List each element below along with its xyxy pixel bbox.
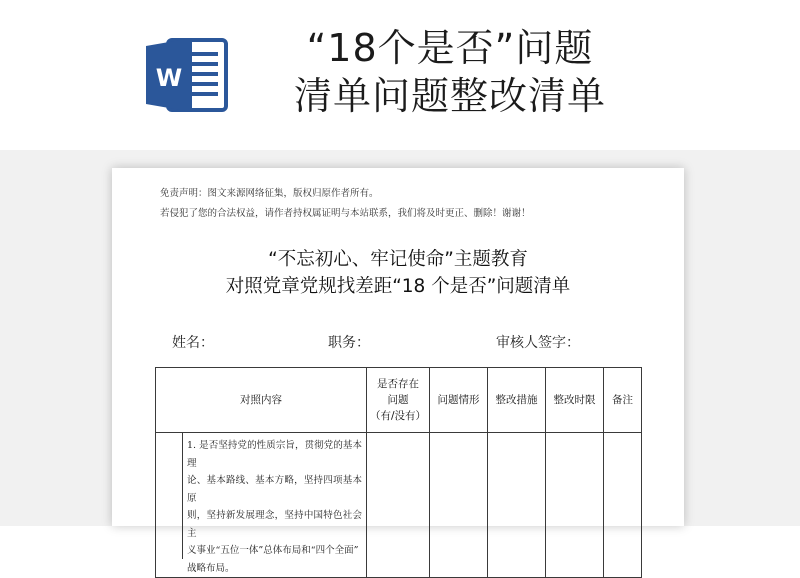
row1-content-cell (156, 433, 367, 578)
disclaimer-line1: 免责声明：图文来源网络征集，版权归原作者所有。 (160, 188, 379, 199)
header-deadline: 整改时限 (546, 368, 604, 433)
header (0, 0, 800, 150)
reviewer-signature-label: 审核人签字： (496, 335, 580, 351)
word-icon (146, 36, 230, 114)
document-page (112, 168, 684, 574)
header-exists (367, 368, 430, 433)
row1-content-text (183, 433, 366, 577)
row1-notes-cell (604, 433, 642, 578)
position-field-label: 职务： (328, 335, 370, 351)
name-field-label: 姓名： (172, 335, 214, 351)
header-exists-line3: （有/没有） (369, 410, 427, 422)
header-situation: 问题情形 (430, 368, 488, 433)
table-header-row (156, 368, 642, 433)
row1-line5: 战略布局。 (187, 562, 235, 574)
row1-line1: 1. 是否坚持党的性质宗旨，贯彻党的基本理 (187, 440, 362, 469)
page-title (230, 24, 670, 120)
page-title-line2: 清单问题整改清单 (293, 74, 606, 118)
header-exists-line2: 问题 (387, 394, 409, 406)
row1-exists-cell (367, 433, 430, 578)
header-notes: 备注 (604, 368, 642, 433)
header-exists-line1: 是否存在 (377, 378, 419, 390)
row1-situation-cell (430, 433, 488, 578)
word-letter: W (155, 64, 183, 92)
row1-measures-cell (488, 433, 546, 578)
disclaimer-line2: 若侵犯了您的合法权益，请作者持权属证明与本站联系，我们将及时更正、删除！谢谢！ (160, 208, 531, 219)
row1-line3: 则，坚持新发展理念，坚持中国特色社会主 (187, 510, 362, 539)
table-row (156, 433, 642, 578)
document-title (112, 246, 684, 300)
header-content: 对照内容 (156, 368, 367, 433)
row1-line2: 论、基本路线、基本方略，坚持四项基本原 (187, 475, 362, 504)
document-title-line2: 对照党章党规找差距“18 个是否”问题清单 (225, 276, 571, 297)
row1-index-subcell (156, 433, 183, 559)
row1-line4: 义事业“五位一体”总体布局和“四个全面” (187, 545, 359, 556)
disclaimer (160, 184, 531, 224)
header-measures: 整改措施 (488, 368, 546, 433)
issue-table (155, 367, 642, 578)
page-title-line1: “18个是否”问题 (306, 26, 594, 70)
row1-deadline-cell (546, 433, 604, 578)
form-fields (112, 332, 684, 354)
document-title-line1: “不忘初心、牢记使命”主题教育 (268, 249, 528, 270)
